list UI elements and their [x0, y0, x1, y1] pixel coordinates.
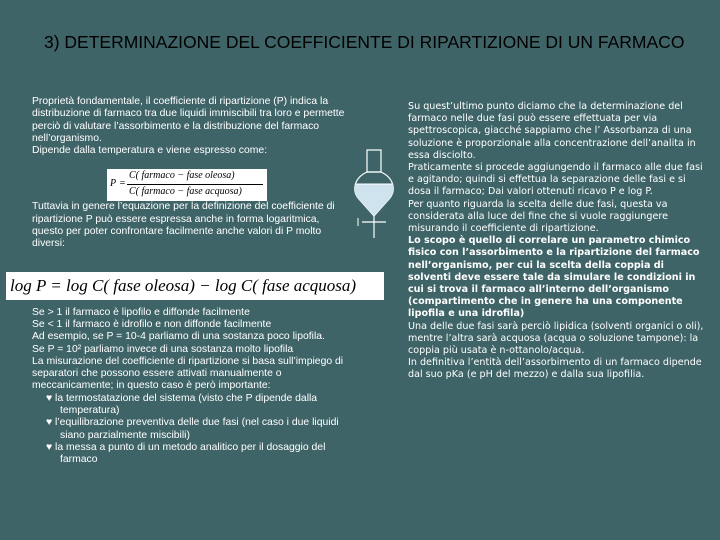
left-line-1: Se > 1 il farmaco è lipofilo e diffonde facilmente	[32, 306, 250, 318]
log-partition-formula: log P = log C( fase oleosa) − log C( fase acquosa)	[6, 272, 384, 300]
partition-coefficient-formula	[107, 169, 267, 201]
formula-equals: =	[119, 178, 126, 189]
right-paragraph-6: In definitiva l’entità dell’assorbimento di un farmaco dipende dal suo pKa (e pH del mezzo) e dalla sua lipofilia.	[408, 357, 702, 381]
requirements-list	[32, 393, 352, 467]
separatory-funnel-icon	[348, 146, 400, 242]
fraction-line	[127, 184, 263, 185]
left-line-5: La misurazione del coefficiente di ripartizione si basa sull’impiego di separatori che possono essere attivati manualmente o meccanicamente; in questo caso è però importante:	[32, 355, 344, 392]
right-column	[408, 101, 708, 382]
left-line-2: Se < 1 il farmaco è idrofilo e non diffonde facilmente	[32, 318, 272, 330]
right-paragraph-2: Praticamente si procede aggiungendo il farmaco alle due fasi e agitando; quindi si effettua la separazione delle fasi e si dosa il farmaco; Dai valori ottenuti ricavo P e log P.	[408, 162, 703, 198]
right-paragraph-3: Per quanto riguarda la scelta delle due fasi, questa va considerata alla luce del fine che si vuole raggiungere misurando il coefficiente di ripartizione.	[408, 198, 669, 235]
list-item: ♥ l’equilibrazione preventiva delle due fasi (nel caso i due liquidi siano parzialmente miscibili)	[46, 417, 339, 441]
left-paragraph-1: Proprietà fondamentale, il coefficiente di ripartizione (P) indica la distribuzione di farmaco tra due liquidi immiscibili tra loro e permette perciò di valutare l’assorbimento e la distribuzione del farmaco nell’organismo.	[32, 96, 345, 144]
right-paragraph-1: Su quest’ultimo punto diciamo che la determinazione del farmaco nelle due fasi può essere effettuata per via spettroscopica, giacché sappiamo che l’ Assorbanza di una soluzione è proporzionale alla concentrazione dell’analita in essa disciolto.	[408, 101, 696, 161]
formula-denominator: C( farmaco − fase acquosa)	[129, 186, 242, 197]
right-paragraph-4: Lo scopo è quello di correlare un parametro chimico fisico con l’assorbimento e la ripartizione del farmaco nell’organismo, per cui la scelta della coppia di solventi deve essere tale da simulare le condizioni in cui si trova il farmaco all’interno dell’organismo (compartimento che in genere ha una componente lipofila e una idrofila)	[408, 235, 700, 320]
left-paragraph-3: Tuttavia in genere l’equazione per la definizione del coefficiente di ripartizione P può essere espressa anche in forma logaritmica, questo per poter confrontare facilmente anche valori di P molto diversi:	[32, 201, 335, 250]
list-item: ♥ la messa a punto di un metodo analitico per il dosaggio del farmaco	[46, 441, 326, 466]
left-paragraph-2: Dipende dalla temperatura e viene espresso come:	[32, 145, 268, 157]
left-line-3: Ad esempio, se P = 10-4 parliamo di una sostanza poco lipofila.	[32, 331, 325, 343]
formula-lhs: P	[110, 178, 117, 189]
formula-numerator: C( farmaco − fase oleosa)	[129, 170, 235, 181]
left-line-4: Se P = 10² parliamo invece di una sostanza molto lipofila	[32, 343, 294, 355]
right-paragraph-5: Una delle due fasi sarà perciò lipidica (solventi organici o oli), mentre l’altra sarà acquosa (acqua o soluzione tampone): la coppia più usata è n-ottanolo/acqua.	[408, 320, 704, 357]
slide-title: 3) DETERMINAZIONE DEL COEFFICIENTE DI RIPARTIZIONE DI UN FARMACO	[44, 32, 685, 52]
list-item: ♥ la termostatazione del sistema (visto che P dipende dalla temperatura)	[46, 392, 318, 417]
